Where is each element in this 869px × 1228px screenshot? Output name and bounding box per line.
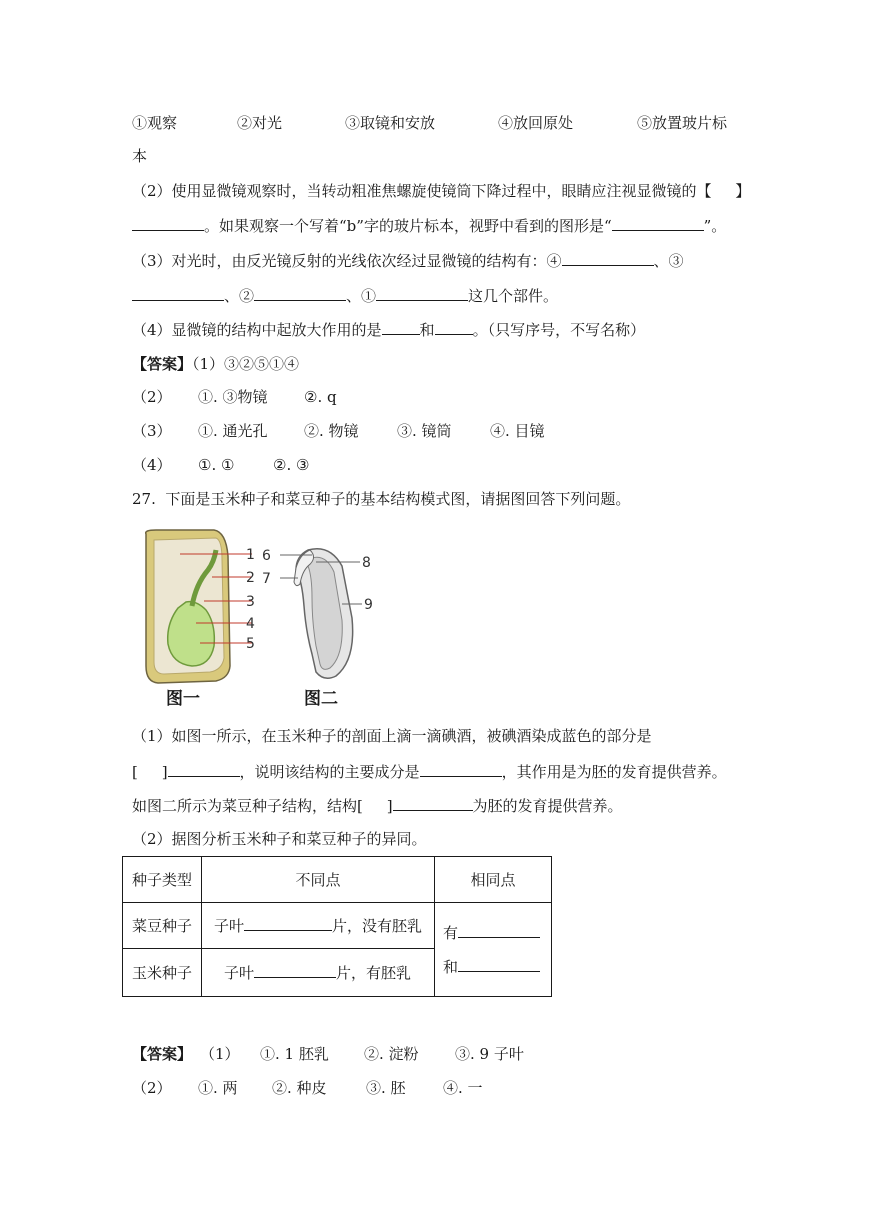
- answer-blank[interactable]: [393, 795, 473, 811]
- answer-blank[interactable]: [458, 922, 540, 938]
- answer-head: 【答案】: [132, 355, 193, 373]
- step-item: ③取镜和安放: [345, 114, 436, 132]
- figure-label: 8: [362, 555, 371, 571]
- answer-blank[interactable]: [612, 215, 704, 231]
- table-header-cell: 种子类型: [123, 857, 202, 903]
- figure-label: 9: [364, 597, 373, 613]
- answer-blank[interactable]: [376, 285, 468, 301]
- answer-head: 【答案】: [132, 1045, 193, 1063]
- answer-blank[interactable]: [132, 285, 224, 301]
- answer-blank[interactable]: [458, 956, 540, 972]
- similarity-cell: 有 和: [435, 903, 552, 997]
- table-row: [123, 903, 552, 949]
- seed-type-cell: 玉米种子: [123, 949, 202, 997]
- step-item: ①观察: [132, 114, 178, 132]
- q27-part1-line3: 如图二所示为菜豆种子结构，结构[ ] 为胚的发育提供营养。: [132, 797, 623, 815]
- figure-label: 1: [246, 547, 255, 563]
- q26-answer-1: 【答案】（1）③②⑤①④: [132, 355, 300, 373]
- step-wrap-text: 本: [132, 147, 148, 165]
- operation-steps: [132, 112, 732, 132]
- answer-blank[interactable]: [254, 285, 346, 301]
- answer-blank[interactable]: [244, 915, 332, 931]
- q27-part1-line2: [ ] ，说明该结构的主要成分是 ，其作用是为胚的发育提供营养。: [132, 763, 727, 781]
- q26-part2-line1: （2）使用显微镜观察时，当转动粗准焦螺旋使镜筒下降过程中，眼睛应注视显微镜的【 】: [132, 182, 751, 200]
- step-item: ⑤放置玻片标: [637, 114, 728, 132]
- bean-seed-figure: [256, 536, 386, 686]
- figure-label: 3: [246, 594, 255, 610]
- answer-blank[interactable]: [168, 761, 240, 777]
- figure-label: 5: [246, 636, 255, 652]
- answer-blank[interactable]: [435, 319, 473, 335]
- figure-label: 2: [246, 570, 255, 586]
- q26-part3-line2: 、② 、① 这几个部件。: [132, 285, 558, 306]
- figure-label: 6: [262, 548, 271, 564]
- seed-type-cell: 菜豆种子: [123, 903, 202, 949]
- corn-seed-figure: [136, 526, 266, 690]
- q27-title: 27. 下面是玉米种子和菜豆种子的基本结构模式图，请据图回答下列问题。: [132, 490, 631, 508]
- answer-blank[interactable]: [382, 319, 420, 335]
- figure-caption: 图二: [304, 689, 338, 709]
- difference-cell: 子叶 片，没有胚乳: [202, 903, 435, 949]
- q26-part3-line1: （3）对光时，由反光镜反射的光线依次经过显微镜的结构有：④ 、③: [132, 252, 684, 270]
- q26-part2-line2: 。如果观察一个写着“b”字的玻片标本，视野中看到的图形是“ ”。: [132, 215, 726, 236]
- answer-blank[interactable]: [420, 761, 502, 777]
- comparison-table: [122, 856, 552, 997]
- table-header-cell: 不同点: [202, 857, 435, 903]
- answer-blank[interactable]: [254, 962, 336, 978]
- q27-part1-line1: （1）如图一所示，在玉米种子的剖面上滴一滴碘酒，被碘酒染成蓝色的部分是: [132, 727, 652, 745]
- difference-cell: 子叶 片，有胚乳: [202, 949, 435, 997]
- step-item: ④放回原处: [498, 114, 574, 132]
- figure-label: 7: [262, 571, 271, 587]
- figure-label: 4: [246, 616, 255, 632]
- answer-blank[interactable]: [562, 250, 654, 266]
- table-header-row: [123, 857, 552, 903]
- q26-part4: （4）显微镜的结构中起放大作用的是 和 。（只写序号，不写名称）: [132, 321, 646, 339]
- q27-part2-line: （2）据图分析玉米种子和菜豆种子的异同。: [132, 830, 427, 848]
- table-header-cell: 相同点: [435, 857, 552, 903]
- step-item: ②对光: [237, 114, 283, 132]
- answer-blank[interactable]: [132, 215, 204, 231]
- figure-caption: 图一: [166, 689, 200, 709]
